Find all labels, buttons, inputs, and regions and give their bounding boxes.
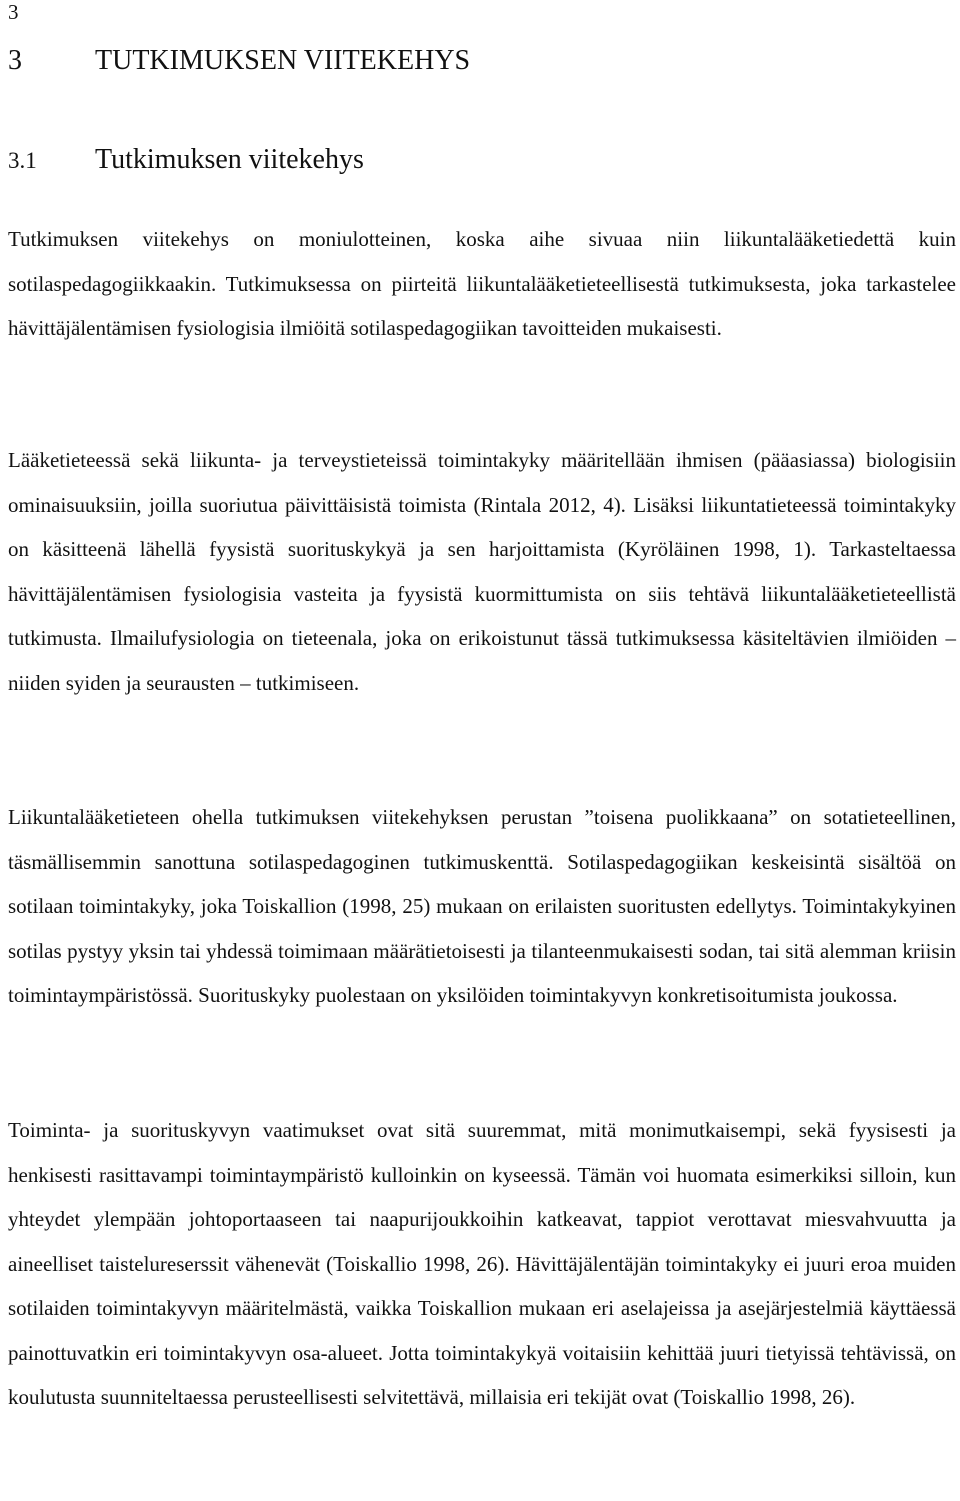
- section-title: Tutkimuksen viitekehys: [95, 144, 364, 175]
- chapter-heading: [8, 44, 948, 78]
- body-paragraph: Toiminta- ja suorituskyvyn vaatimukset ovat sitä suuremmat, mitä monimutkaisempi, sekä fyysisesti ja henkisesti rasittavampi toimintaympäristö kulloinkin on kyseessä. Tämän voi huomata esimerkiksi silloin, kun yhteydet ylempään johtoportaaseen tai naapurijoukkoihin katkeavat, tappiot verottavat miesvahvuutta ja aineelliset taistelureserssit vähenevät (Toiskallio 1998, 26). Hävittäjälentäjän toimintakyky ei juuri eroa muiden sotilaiden toimintakyvyn määritelmästä, vaikka Toiskallion mukaan eri aselajeissa ja asejärjestelmiä käyttäessä painottuvatkin eri toimintakyvyn osa-alueet. Jotta toimintakykyä voitaisiin kehittää juuri tietyissä tehtävissä, on koulutusta suunniteltaessa perusteellisesti selvitettävä, millaisia eri tekijät ovat (Toiskallio 1998, 26).: [8, 1118, 956, 1409]
- section-number: 3.1: [8, 148, 37, 173]
- body-paragraph: Tutkimuksen viitekehys on moniulotteinen, koska aihe sivuaa niin liikuntalääketiedettä kuin sotilaspedagogiikkaakin. Tutkimuksessa on piirteitä liikuntalääketieteellisestä tutkimuksesta, joka tarkastelee hävittäjälentämisen fysiologisia ilmiöitä sotilaspedagogiikan tavoitteiden mukaisesti.: [8, 227, 956, 340]
- section-heading: [8, 143, 948, 178]
- chapter-title: TUTKIMUKSEN VIITEKEHYS: [95, 45, 471, 76]
- chapter-number: 3: [8, 45, 22, 76]
- body-paragraph: Liikuntalääketieteen ohella tutkimuksen viitekehyksen perustan ”toisena puolikkaana” on sotatieteellinen, täsmällisemmin sanottuna sotilaspedagoginen tutkimuskenttä. Sotilaspedagogiikan keskeisintä sisältöä on sotilaan toimintakyky, joka Toiskallion (1998, 25) mukaan on erilaisten suoritusten edellytys. Toimintakykyinen sotilas pystyy yksin tai yhdessä toimimaan määrätietoisesti ja tilanteenmukaisesti sodan, tai sitä alemman kriisin toimintaympäristössä. Suorituskyky puolestaan on yksilöiden toimintakyvyn konkretisoitumista joukossa.: [8, 805, 956, 1007]
- body-paragraph: Lääketieteessä sekä liikunta- ja terveystieteissä toimintakyky määritellään ihmisen (pääasiassa) biologisiin ominaisuuksiin, joilla suoriutua päivittäisistä toimista (Rintala 2012, 4). Lisäksi liikuntatieteessä toimintakyky on käsitteenä lähellä fyysistä suorituskykyä ja sen harjoittamista (Kyröläinen 1998, 1). Tarkasteltaessa hävittäjälentämisen fysiologisia vasteita ja fyysistä kuormittumista on siis tehtävä liikuntalääketieteellistä tutkimusta. Ilmailufysiologia on tieteenala, joka on erikoistunut tässä tutkimuksessa käsiteltävien ilmiöiden – niiden syiden ja seurausten – tutkimiseen.: [8, 448, 956, 695]
- page-number: 3: [8, 0, 19, 24]
